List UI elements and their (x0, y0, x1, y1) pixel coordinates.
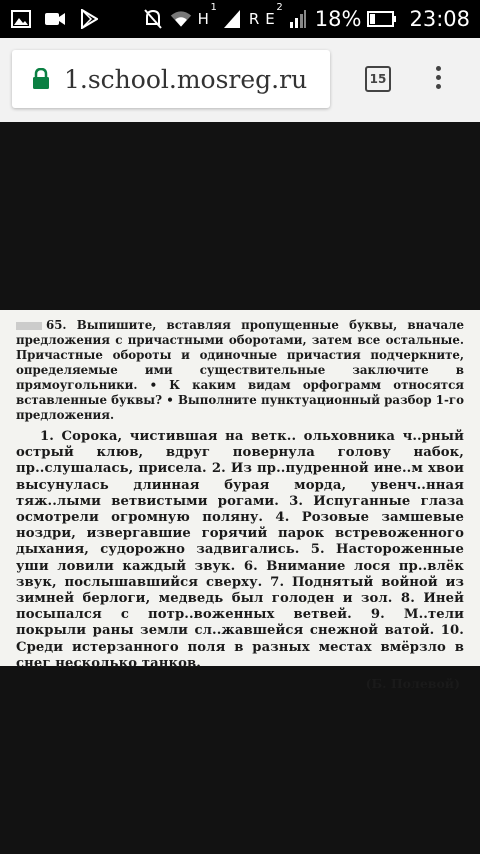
battery-percent: 18% (314, 7, 362, 31)
play-store-icon (78, 9, 100, 29)
gallery-icon (10, 9, 32, 29)
menu-dot-icon (436, 75, 441, 80)
signal-icon (287, 9, 309, 29)
browser-toolbar (0, 38, 480, 122)
status-bar (0, 0, 480, 38)
wifi-icon (170, 9, 192, 29)
exercise-task (16, 318, 464, 423)
video-icon (44, 9, 66, 29)
signal-icon (221, 9, 243, 29)
menu-dot-icon (436, 66, 441, 71)
lock-icon (32, 68, 50, 90)
exercise-instructions: Выпишите, вставляя пропущенные буквы, вначале предложения с причастными оборотами, затем все остальные. Причастные обороты и одиночные причастия подчеркните, определяемые ими существительные заключите в прямоугольники. • К каким видам орфограмм относятся вставленные буквы? • Выполните пунктуационный разбор 1-го предложения. (16, 318, 464, 422)
battery-icon (367, 9, 397, 29)
network-e-indicator: E 2 (265, 2, 283, 28)
clock: 23:08 (409, 7, 470, 31)
exercise-body: 1. Сорока, чистившая на ветк.. ольховника ч..рный острый клюв, вдруг повернула голову набок, пр..слушалась, присела. 2. Из пр..пудренной ине..м хвои высунулась длинная бурая морда, увенч..нная тяж..лыми ветвистыми рогами. 3. Испуганные глаза осмотрели огромную поляну. 4. Розовые замшевые ноздри, извергавшие горячий парок встревоженного дыхания, судорожно задвигались. 5. Настороженные уши ловили каждый звук. 6. Внимание лося пр..влёк звук, послышавшийся сверху. 7. Поднятый войной из зимней берлоги, медведь был голоден и зол. 8. Иней посыпался с потр..воженных ветвей. 9. М..тели покрыли раны земли сл..жавшейся снежной ватой. 10. Среди истерзанного поля в разных местах вмёрзло в снег несколько танков. (16, 429, 464, 671)
tab-switcher-button[interactable] (365, 66, 391, 92)
tab-count: 15 (369, 72, 387, 86)
exercise-author: (Б. Полевой) (365, 676, 460, 692)
menu-dot-icon (436, 84, 441, 89)
exercise-number: 65. (46, 318, 67, 332)
address-bar[interactable] (12, 50, 330, 108)
mute-icon (142, 9, 164, 29)
network-h-indicator: H 1 (197, 2, 217, 28)
overflow-menu-button[interactable] (428, 66, 448, 94)
network-r-indicator: R (248, 10, 260, 28)
smudge-mark (16, 322, 42, 330)
url-text: 1.school.mosreg.ru (64, 64, 308, 94)
textbook-image[interactable] (0, 310, 480, 692)
